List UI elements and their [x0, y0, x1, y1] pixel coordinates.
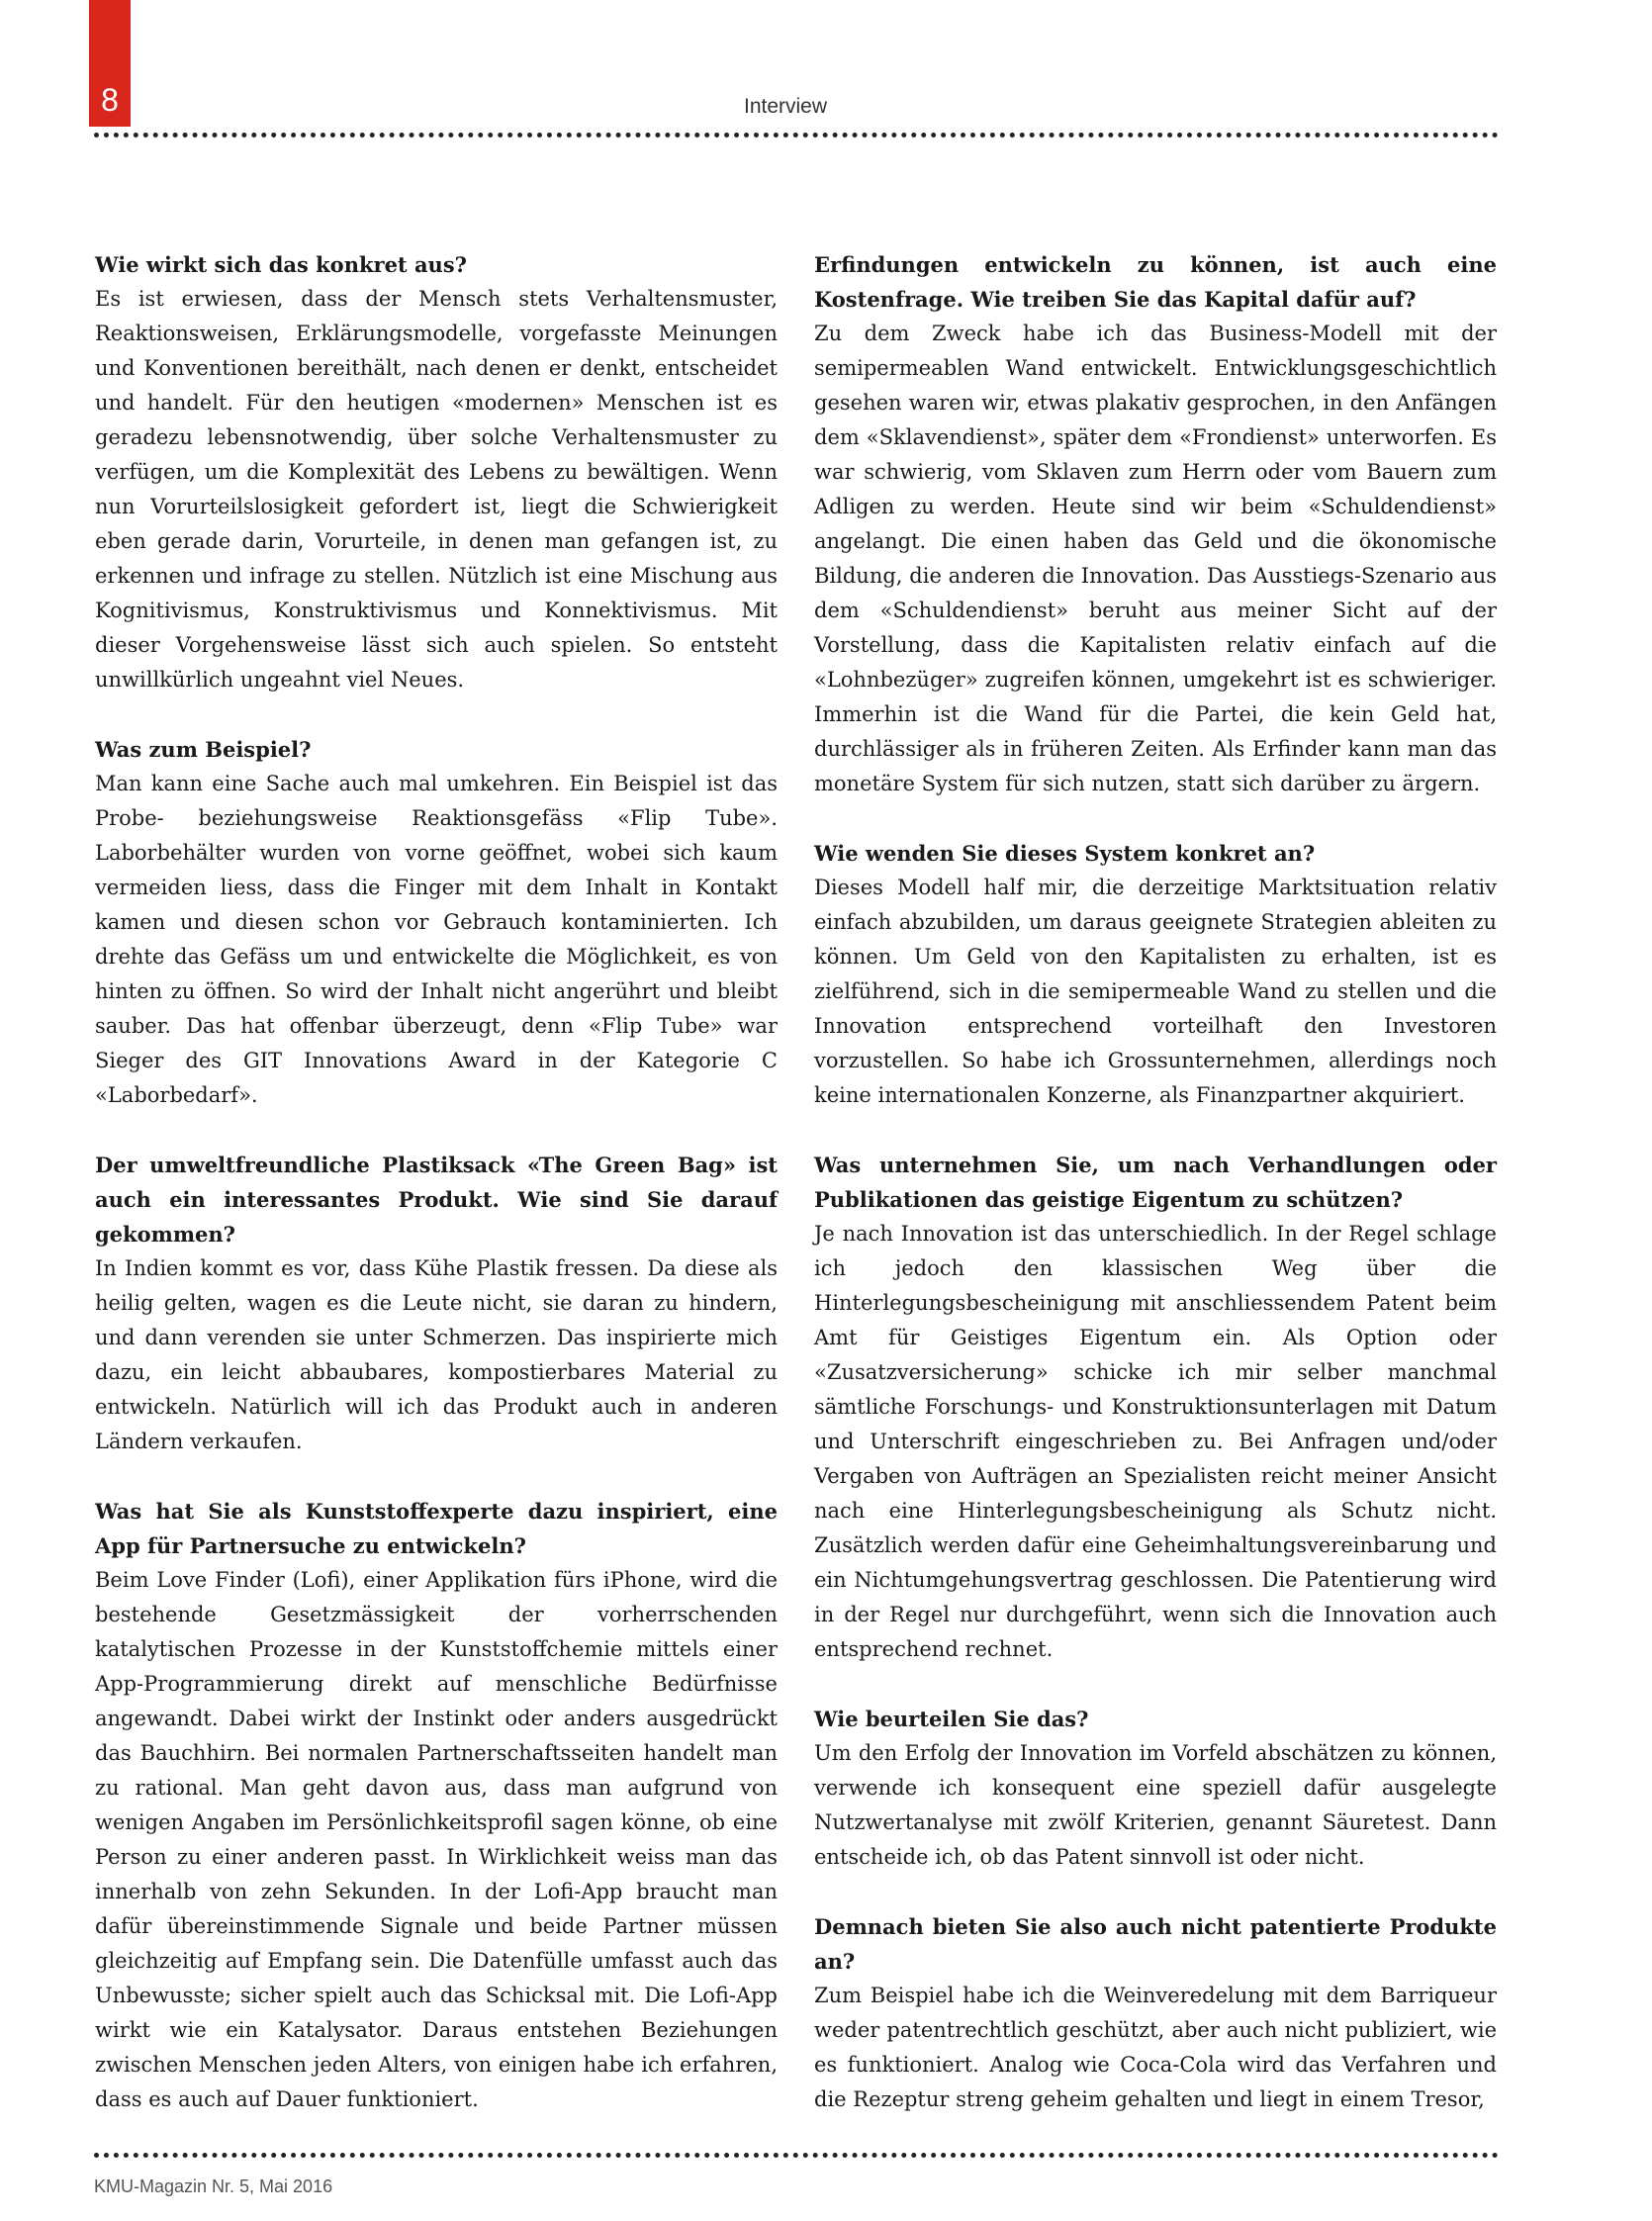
qa-block [814, 836, 1497, 1113]
qa-block [95, 732, 778, 1113]
qa-block [95, 1494, 778, 2117]
answer: Dieses Modell half mir, die derzeitige Marktsituation relativ einfach abzubilden, um daraus geeignete Strategien ableiten zu können. Um Geld von den Kapitalisten zu erhalten, ist es zielführend, sich in die semipermeable Wand zu stellen und die Innovation entsprechend vorteilhaft den Investoren vorzustellen. So habe ich Grossunternehmen, allerdings noch keine internationalen Konzerne, als Finanzpartner akquiriert. [814, 876, 1497, 1107]
question: Wie wirkt sich das konkret aus? [95, 252, 467, 277]
answer: Zu dem Zweck habe ich das Business-Modell mit der semipermeablen Wand entwickelt. Entwicklungsgeschichtlich gesehen waren wir, etwas plakativ gesprochen, in den Anfängen dem «Sklavendienst», später dem «Frondienst» unterworfen. Es war schwierig, vom Sklaven zum Herrn oder vom Bauern zum Adligen zu werden. Heute sind wir beim «Schuldendienst» angelangt. Die einen haben das Geld und die ökonomische Bildung, die anderen die Innovation. Das Ausstiegs-Szenario aus dem «Schuldendienst» beruht aus meiner Sicht auf der Vorstellung, dass die Kapitalisten relativ einfach auf die «Lohnbezüger» zugreifen können, umgekehrt ist es schwieriger. Immerhin ist die Wand für die Partei, die kein Geld hat, durchlässiger als in früheren Zeiten. Als Erfinder kann man das monetäre System für sich nutzen, statt sich darüber zu ärgern. [814, 322, 1497, 795]
question: Wie beurteilen Sie das? [814, 1707, 1089, 1731]
page-number: 8 [89, 0, 131, 127]
qa-block [814, 1909, 1497, 2117]
right-column [814, 247, 1497, 2152]
answer: In Indien kommt es vor, dass Kühe Plastik fressen. Da diese als heilig gelten, wagen es die Leute nicht, sie daran zu hindern, und dann verenden sie unter Schmerzen. Das inspirierte mich dazu, ein leicht abbaubares, kompostierbares Material zu entwickeln. Natürlich will ich das Produkt auch in anderen Ländern verkaufen. [95, 1256, 778, 1453]
qa-block [814, 1148, 1497, 1667]
section-title: Interview [744, 95, 828, 118]
left-column [95, 247, 778, 2152]
qa-block [95, 1148, 778, 1459]
question: Was zum Beispiel? [95, 737, 312, 762]
answer: Es ist erwiesen, dass der Mensch stets Verhaltensmuster, Reaktionsweisen, Erklärungsmodelle, vorgefasste Meinungen und Konventionen bereithält, nach denen er denkt, entscheidet und handelt. Für den heutigen «modernen» Menschen ist es geradezu lebensnotwendig, über solche Verhaltensmuster zu verfügen, um die Komplexität des Lebens zu bewältigen. Wenn nun Vorurteilslosigkeit gefordert ist, liegt die Schwierigkeit eben gerade darin, Vorurteile, in denen man gefangen ist, zu erkennen und infrage zu stellen. Nützlich ist eine Mischung aus Kognitivismus, Konstruktivismus und Konnektivismus. Mit dieser Vorgehensweise lässt sich auch spielen. So entsteht unwillkürlich ungeahnt viel Neues. [95, 287, 778, 692]
question: Wie wenden Sie dieses System konkret an? [814, 841, 1316, 866]
qa-block [95, 247, 778, 697]
question: Was hat Sie als Kunststoffexperte dazu inspiriert, eine App für Partnersuche zu entwickeln? [95, 1499, 778, 1558]
question: Was unternehmen Sie, um nach Verhandlungen oder Publikationen das geistige Eigentum zu schützen? [814, 1153, 1497, 1212]
question: Demnach bieten Sie also auch nicht patentierte Produkte an? [814, 1914, 1497, 1974]
answer: Beim Love Finder (Lofi), einer Applikation fürs iPhone, wird die bestehende Gesetzmässigkeit der vorherrschenden katalytischen Prozesse in der Kunststoffchemie mittels einer App-Programmierung direkt auf menschliche Bedürfnisse angewandt. Dabei wirkt der Instinkt oder anders ausgedrückt das Bauchhirn. Bei normalen Partnerschaftsseiten handelt man zu rational. Man geht davon aus, dass man aufgrund von wenigen Angaben im Persönlichkeitsprofil sagen könne, ob eine Person zu einer anderen passt. In Wirklichkeit weiss man das innerhalb von zehn Sekunden. In der Lofi-App braucht man dafür übereinstimmende Signale und beide Partner müssen gleichzeitig auf Empfang sein. Die Datenfülle umfasst auch das Unbewusste; sicher spielt auch das Schicksal mit. Die Lofi-App wirkt wie ein Katalysator. Daraus entstehen Beziehungen zwischen Menschen jeden Alters, von einigen habe ich erfahren, dass es auch auf Dauer funktioniert. [95, 1568, 778, 2111]
question: Erfindungen entwickeln zu können, ist auch eine Kostenfrage. Wie treiben Sie das Kapital dafür auf? [814, 252, 1497, 312]
qa-block [814, 247, 1497, 801]
answer: Man kann eine Sache auch mal umkehren. Ein Beispiel ist das Probe- beziehungsweise Reaktionsgefäss «Flip Tube». Laborbehälter wurden von vorne geöffnet, wobei sich kaum vermeiden liess, dass die Finger mit dem Inhalt in Kontakt kamen und diesen schon vor Gebrauch kontaminierten. Ich drehte das Gefäss um und entwickelte die Möglichkeit, es von hinten zu öffnen. So wird der Inhalt nicht angerührt und bleibt sauber. Das hat offenbar überzeugt, denn «Flip Tube» war Sieger des GIT Innovations Award in der Kategorie C «Laborbedarf». [95, 772, 778, 1107]
footer-text: KMU-Magazin Nr. 5, Mai 2016 [94, 2176, 333, 2196]
header-divider [94, 133, 1499, 138]
answer: Um den Erfolg der Innovation im Vorfeld abschätzen zu können, verwende ich konsequent eine speziell dafür ausgelegte Nutzwertanalyse mit zwölf Kriterien, genannt Säuretest. Dann entscheide ich, ob das Patent sinnvoll ist oder nicht. [814, 1741, 1497, 1869]
question: Der umweltfreundliche Plastiksack «The Green Bag» ist auch ein interessantes Produkt. Wie sind Sie darauf gekommen? [95, 1153, 778, 1247]
qa-block [814, 1702, 1497, 1875]
answer: Je nach Innovation ist das unterschiedlich. In der Regel schlage ich jedoch den klassischen Weg über die Hinterlegungsbescheinigung mit anschliessendem Patent beim Amt für Geistiges Eigentum ein. Als Option oder «Zusatzversicherung» schicke ich mir selber manchmal sämtliche Forschungs- und Konstruktionsunterlagen mit Datum und Unterschrift eingeschrieben zu. Bei Anfragen und/oder Vergaben von Aufträgen an Spezialisten reicht meiner Ansicht nach eine Hinterlegungsbescheinigung als Schutz nicht. Zusätzlich werden dafür eine Geheimhaltungsvereinbarung und ein Nichtumgehungsvertrag geschlossen. Die Patentierung wird in der Regel nur durchgeführt, wenn sich die Innovation auch entsprechend rechnet. [814, 1222, 1497, 1661]
answer: Zum Beispiel habe ich die Weinveredelung mit dem Barriqueur weder patentrechtlich geschützt, aber auch nicht publiziert, wie es funktioniert. Analog wie Coca-Cola wird das Verfahren und die Rezeptur streng geheim gehalten und liegt in einem Tresor, [814, 1984, 1497, 2111]
footer-divider [94, 2153, 1499, 2158]
